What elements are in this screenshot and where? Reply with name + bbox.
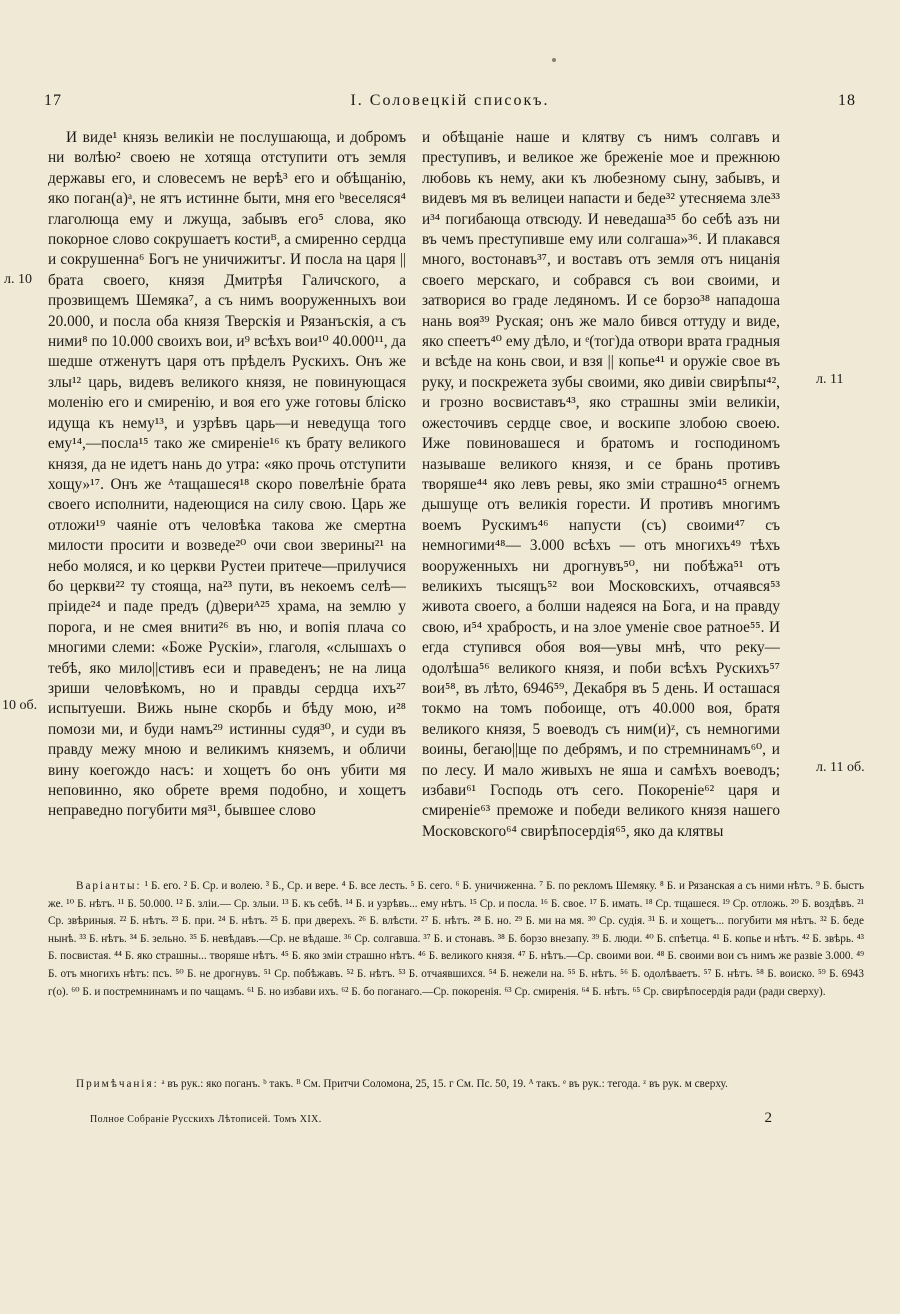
variants-label: Варіанты: bbox=[76, 880, 142, 892]
notes-label: Примѣчанія: bbox=[76, 1078, 159, 1090]
imprint-line: Полное Собраніе Русскихъ Лѣтописей. Томъ XIX. bbox=[90, 1114, 322, 1125]
left-column-text: И виде¹ князь великіи не послушающа, и добромъ ни волѣю² своею не хотяща отступити отъ земля державы его, и словесемъ не верѣ³ его и обѣщанію, яко поган(а)ᵃ, не ятъ истинне быти, мня его ᵇвеселяся⁴ глаголюща ему и лжуща, забывъ его⁵ слова, яко покорное слово сокрушаетъ костиᴮ, а смиренно сердца и сокрушенна⁶ Богъ не уничижитъᴦ. И посла на царя || брата своего, князя Дмитрѣя Галичского, а прозвищемъ Шемяка⁷, а съ нимъ вооруженныхъ вои 20.000, и посла оба князя Тверскія и Рязанъскія, а съ ними⁸ по 10.000 своихъ вои, и⁹ всѣхъ вои¹⁰ 40.000¹¹, да шедше отженутъ царя отъ прѣделъ Рускихъ. Онъ же злы¹² царь, видевъ великого князя, не повинующася моленію его и смиренію, и воя его уже готовы бліско идуща къ нему¹³, и узрѣвъ царь—и неведуща того ему¹⁴,—посла¹⁵ тако же смиреніе¹⁶ къ брату великого князя, да не идетъ нань до утра: «яко прочь отступити хощу»¹⁷. Онъ же ᴬтащашеся¹⁸ скоро повелѣніе брата своего исполнити, надеющися на силу свою. Царь же отложи¹⁹ чаяніе отъ человѣка такова же смертна милости просити и возведе²⁰ очи свои зверины²¹ на небо моляся, и ко церкви Рустеи притече—прилучися бо церкви²² ту стояща, на²³ пути, въ некоемъ селѣ— пріиде²⁴ и паде предъ (д)вериᴬ²⁵ храма, на землю у порога, и не смея внити²⁶ въ ню, и вопія плача со многими слеми: «Боже Рускіи», глаголя, «слышахъ о тебѣ, яко мило||стивъ еси и праведенъ; не на лица зриши человѣкомъ, но и правды сердца ихъ²⁷ испытуеши. Вижь ныне скорбь и бѣду мою, и²⁸ помози ми, и буди намъ²⁹ истинны судя³⁰, и суди въ правду межу мною и великимъ княземъ, и обличи вину коегождо насъ: и хощетъ бо онъ убити мя неповинно, яко обрете время подобно, и хощетъ неправедно погубити мя³¹, бывшее слово bbox=[48, 129, 406, 820]
variants-apparatus bbox=[48, 878, 864, 1001]
notes-text: ᵃ въ рук.: яко поганъ. ᵇ такъ. ᴮ См. Притчи Соломона, 25, 15. ᴦ См. Пс. 50, 19. ᴬ такъ. ᵉ въ рук.: тегода. ᶻ въ рук. м сверху. bbox=[161, 1078, 728, 1090]
running-header bbox=[44, 92, 856, 116]
margin-note-folio: л. 11 об. bbox=[816, 760, 865, 775]
margin-note-folio: л. 11 bbox=[816, 372, 844, 387]
margin-note-folio: л. 10 bbox=[4, 272, 32, 287]
right-column-text: и обѣщаніе наше и клятву съ нимъ солгавъ и преступивъ, и великое же бреженіе мое и прежнюю любовь къ нему, аки къ любезному сыну, забывъ, и видевъ мя въ велицеи напасти и беде³² утесняема зле³³ и³⁴ погибающа отвсюду. И неведаша³⁵ бо себѣ азъ ни въ чемъ преступивше ему или солгаша»³⁶. И плакався много, востонавъ³⁷, и воставъ отъ земля отъ ницанія своего мерскаго, и собрався съ вои своими, и затворися во граде ледяномъ. И се борзо³⁸ нападоша нань воя³⁹ Руская; онъ же мало бився оттуду и виде, яко спеетъ⁴⁰ ему дѣло, и ᵉ(тог)да отвори врата градныя и всѣде на конь свои, и взя || копье⁴¹ и оружіе свое въ руку, и поскрежета зубы своими, яко дивіи свирѣпы⁴², и грозно восвиставъ⁴³, яко страшны зміи великіи, ожесточивъ сердце свое, и воскипе злобою своею. Иже повиновашеся и братомъ и господиномъ называше великого князя, и се брань противъ творяше⁴⁴ яко левъ ревы, яко зміи страшно⁴⁵ огнемъ дышуще отъ великія горести. И противъ многимъ воемъ Рускимъ⁴⁶ напусти (съ) своими⁴⁷ съ немногими⁴⁸— 3.000 всѣхъ — отъ многихъ⁴⁹ тѣхъ вооруженныхъ ни дрогнувъ⁵⁰, ни побѣжа⁵¹ отъ великихъ тысящъ⁵² вои Московскихъ, отчаявся⁵³ живота своего, а болши надеяся на Бога, и на правду свою, и⁵⁴ храбрость, и на злое уменіе свое ратное⁵⁵. И егда ступився обоя воя—увы мнѣ, что реку—одолѣша⁵⁶ великого князя, и поби всѣхъ Рускихъ⁵⁷ вои⁵⁸, въ лѣто, 6946⁵⁹, Декабря въ 5 день. И осташася токмо на томъ побоище, отъ 40.000 воя, братя великого князя, 5 воеводъ съ ним(и)ᶻ, съ немногими воины, бегаю||ще по дебрямъ, и по стремнинамъ⁶⁰, и по лесу. И мало живыхъ не яша и самѣхъ воеводъ; избави⁶¹ Господь отъ сего. Покореніе⁶² царя и смиреніе⁶³ преможе и победи великого князя нашего Московского⁶⁴ свирѣпосердія⁶⁵, яко да клятвы bbox=[422, 129, 780, 840]
paper-speck bbox=[552, 58, 556, 62]
left-text-column bbox=[48, 128, 406, 858]
notes-apparatus bbox=[48, 1076, 864, 1094]
page-number-right: 18 bbox=[838, 92, 856, 109]
margin-note-folio: 10 об. bbox=[2, 698, 38, 713]
sheet-number: 2 bbox=[764, 1110, 772, 1126]
page-number-left: 17 bbox=[44, 92, 62, 109]
variants-text: ¹ Б. его. ² Б. Ср. и волею. ³ Б., Ср. и вере. ⁴ Б. все лесть. ⁵ Б. сего. ⁶ Б. уничиженна. ⁷ Б. по рекломъ Шемяку. ⁸ Б. и Рязанская а съ ними нѣтъ. ⁹ Б. быстъ же. ¹⁰ Б. нѣтъ. ¹¹ Б. 50.000. ¹² Б. зліи.— Ср. злыи. ¹³ Б. къ себѣ. ¹⁴ Б. и узрѣвъ... ему нѣтъ. ¹⁵ Ср. и посла. ¹⁶ Б. свое. ¹⁷ Б. имать. ¹⁸ Ср. тщашеся. ¹⁹ Ср. отложь. ²⁰ Б. воздѣвъ. ²¹ Ср. звѣриныя. ²² Б. нѣтъ. ²³ Б. при. ²⁴ Б. нѣтъ. ²⁵ Б. при дверехъ. ²⁶ Б. влѣсти. ²⁷ Б. нѣтъ. ²⁸ Б. но. ²⁹ Б. ми на мя. ³⁰ Ср. судія. ³¹ Б. и хощетъ... погубити мя нѣтъ. ³² Б. беде нынѣ. ³³ Б. нѣтъ. ³⁴ Б. зельно. ³⁵ Б. невѣдавъ.—Ср. не вѣдаше. ³⁶ Ср. солгавша. ³⁷ Б. и стонавъ. ³⁸ Б. борзо внезапу. ³⁹ Б. люди. ⁴⁰ Б. спѣетца. ⁴¹ Б. копье и нѣтъ. ⁴² Б. звѣрь. ⁴³ Б. посвистая. ⁴⁴ Б. яко страшны... творяше нѣтъ. ⁴⁵ Б. яко зміи страшно нѣтъ. ⁴⁶ Б. великого князя. ⁴⁷ Б. нѣтъ.—Ср. своими вои. ⁴⁸ Б. своими вои съ нимъ же развіе 3.000. ⁴⁹ Б. отъ многихъ нѣтъ: псъ. ⁵⁰ Б. не дрогнувъ. ⁵¹ Ср. побѣжавъ. ⁵² Б. нѣтъ. ⁵³ Б. отчаявшихся. ⁵⁴ Б. нежели на. ⁵⁵ Б. нѣтъ. ⁵⁶ Б. одолѣваетъ. ⁵⁷ Б. нѣтъ. ⁵⁸ Б. воиско. ⁵⁹ Б. 6943 г(о). ⁶⁰ Б. и постремнинамъ и по чащамъ. ⁶¹ Б. но избави ихъ. ⁶² Б. бо поганаго.—Ср. покоренія. ⁶³ Ср. смиренія. ⁶⁴ Б. нѣтъ. ⁶⁵ Ср. свирѣпосердія ради (ради сверху). bbox=[48, 880, 864, 998]
running-title: I. Соловецкій списокъ. bbox=[350, 92, 550, 109]
right-text-column bbox=[422, 128, 780, 858]
